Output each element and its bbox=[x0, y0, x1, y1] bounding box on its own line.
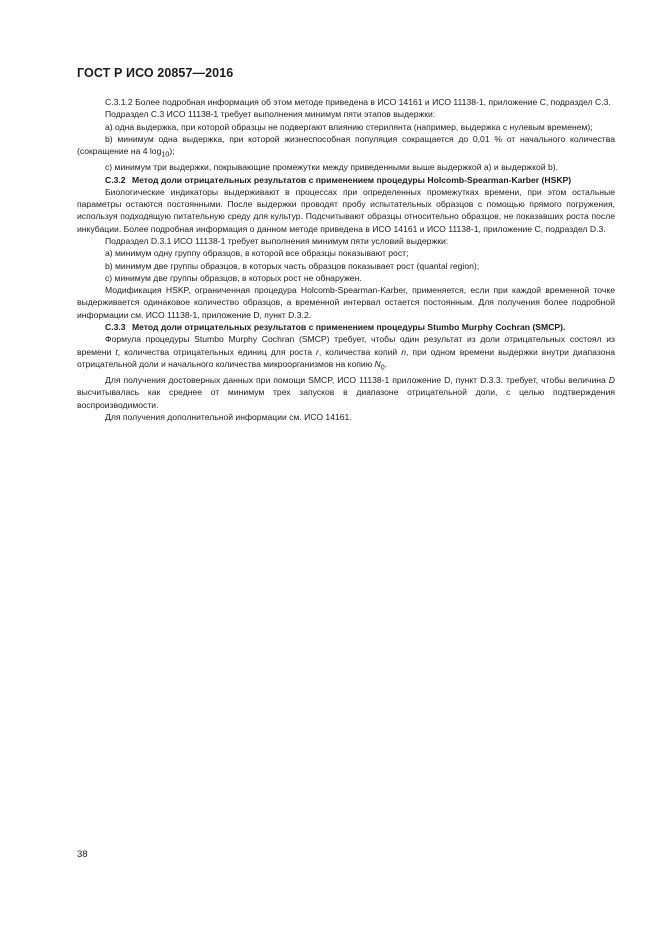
variable-n: n bbox=[401, 346, 407, 357]
paragraph-hskp: Биологические индикаторы выдерживают в процессах при определенных промежутках времени, при этом остальные параметры остаются постоянными. После выдержки проводят пробу испытательных образцов с помощью прямого погружения, используя подходящую питательную среду для культур. Подсчитывают образцы относительно образцов, не показавших роста после инкубации. Более подробная информация о данном методе приведена в ИСО 14161 и ИСО 11138-1, приложение С, подраздел D.3. bbox=[77, 186, 615, 234]
list-item-c: c) минимум две группы образцов, в которых рост не обнаружен. bbox=[105, 272, 362, 283]
section-title: Метод доли отрицательных результатов с применением процедуры Stumbo Murphy Cochran (SMCP). bbox=[131, 322, 566, 333]
variable-d: D bbox=[608, 374, 615, 385]
section-number: C.3.3 bbox=[105, 322, 126, 333]
paragraph-subsection-c3: Подраздел С.3 ИСО 11138-1 требует выполнения минимум пяти этапов выдержки: bbox=[105, 109, 436, 120]
section-title: Метод доли отрицательных результатов с применением процедуры Holcomb-Spearman-Karber (HSKP) bbox=[131, 174, 572, 185]
text-run: Для получения достоверных данных при помощи SMCP, ИСО 11138-1 приложение D, пункт D.3.3. требует, чтобы величина bbox=[105, 374, 609, 385]
page-number: 38 bbox=[77, 849, 88, 860]
section-number: C.3.2 bbox=[105, 174, 126, 185]
variable-n0-subscript: 0 bbox=[380, 363, 385, 372]
text-run: , количества копий bbox=[318, 346, 402, 357]
section-heading-c33 bbox=[77, 321, 615, 333]
text-run: высчитывалась как среднее от минимум трех запусков в диапазоне отрицательной доли, с целью подтверждения воспроизводимости. bbox=[77, 387, 615, 410]
list-item-a: a) минимум одну группу образцов, в которой все образцы показывают рост; bbox=[105, 248, 409, 259]
variable-r: r bbox=[316, 346, 319, 357]
list-item-c: c) минимум три выдержки, покрывающие промежутки между приведенными выше выдержкой а) и выдержкой b). bbox=[105, 162, 559, 173]
section-heading-c32 bbox=[77, 174, 615, 186]
paragraph-smcp-data bbox=[77, 374, 615, 411]
variable-n0: N bbox=[374, 358, 381, 369]
list-item-b bbox=[77, 133, 615, 161]
list-item-a: a) одна выдержка, при которой образцы не подвергают влиянию стерилянта (например, выдержка с нулевым временем); bbox=[105, 121, 593, 132]
text-run: Формула процедуры Stumbo Murphy Cochran (SMCP) требует, чтобы один результат из доли отрицательных состоял из времени bbox=[77, 334, 615, 357]
variable-t: t bbox=[115, 346, 118, 357]
paragraph-additional-info: Для получения дополнительной информации см. ИСО 14161. bbox=[105, 411, 352, 422]
list-item-b-end: ); bbox=[169, 146, 175, 157]
text-run: , при одном времени выдержки внутри диапазона отрицательной доли и начального количества микроорганизмов на копию bbox=[77, 346, 615, 369]
paragraph-hskp-modification: Модификация HSKP, ограниченная процедура Holcomb-Spearman-Karber, применяется, если при каждой временной точке выдерживается одинаковое количество образцов, а временной интервал остается постоянным. Для получения более подробной информации см. ИСО 11138-1, приложение D, пункт D.3.2. bbox=[77, 285, 615, 320]
list-item-b-text: b) минимум одна выдержка, при которой жизнеспособная популяция сокращается до 0,01 % от начального количества (сокращение на 4 log bbox=[77, 133, 615, 157]
document-header: ГОСТ Р ИСО 20857—2016 bbox=[77, 66, 234, 80]
document-body bbox=[77, 96, 615, 423]
paragraph-smcp-formula bbox=[77, 333, 615, 374]
text-run: , количества отрицательных единиц для роста bbox=[117, 346, 316, 357]
list-item-b: b) минимум две группы образцов, в которых часть образцов показывает рост (quantal region); bbox=[105, 260, 480, 271]
log-subscript: 10 bbox=[161, 150, 170, 159]
text-run: . bbox=[384, 358, 388, 369]
paragraph-subsection-d31: Подраздел D.3.1 ИСО 11138-1 требует выполнения минимум пяти условий выдержки: bbox=[105, 235, 449, 246]
paragraph-c312: C.3.1.2 Более подробная информация об этом методе приведена в ИСО 14161 и ИСО 11138-1, приложение С, подраздел С.3. bbox=[105, 97, 611, 107]
